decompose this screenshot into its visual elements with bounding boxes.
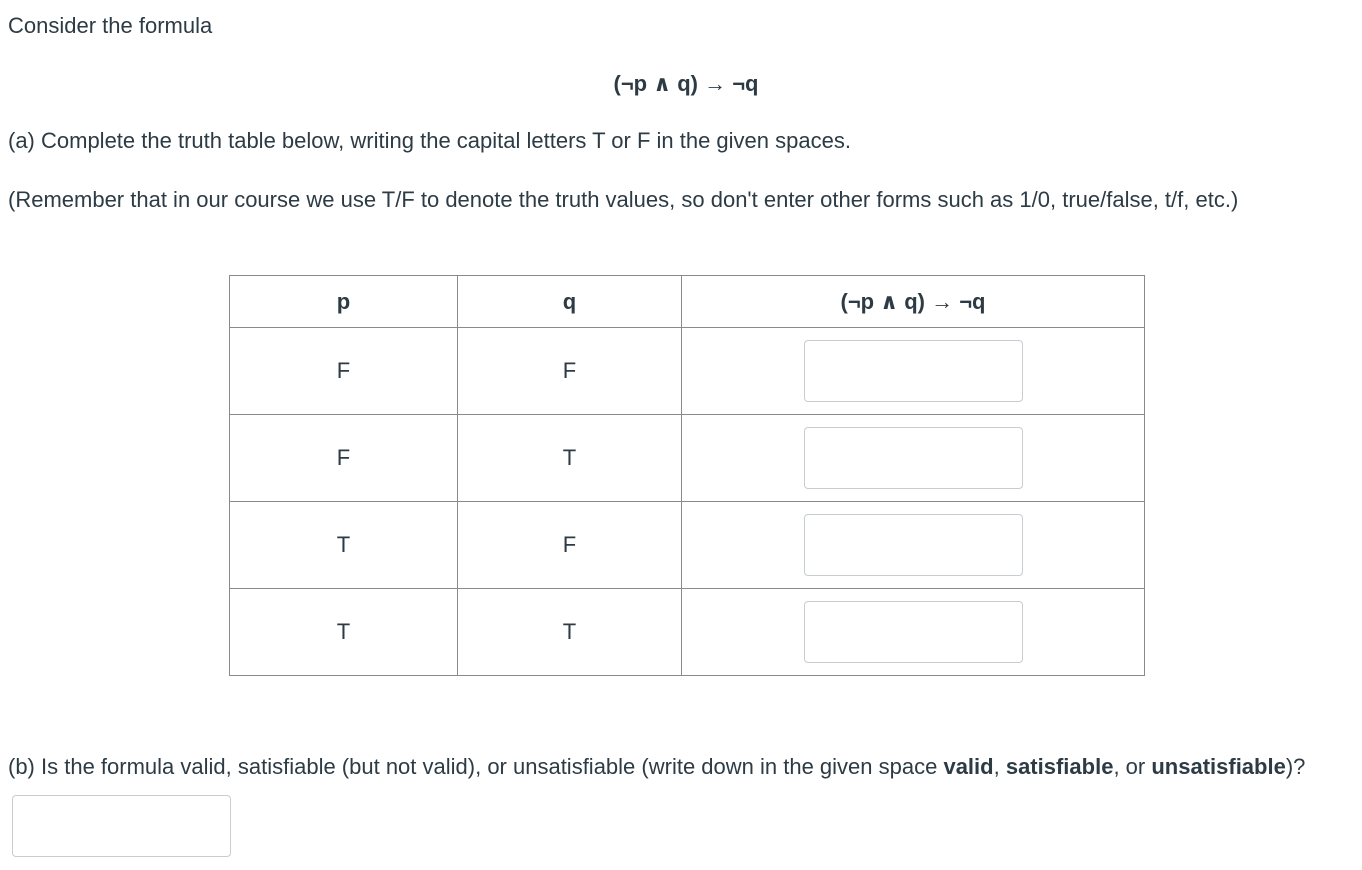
cell-answer bbox=[682, 415, 1145, 502]
cell-answer bbox=[682, 328, 1145, 415]
cell-answer bbox=[682, 589, 1145, 676]
truth-table-header-row bbox=[230, 276, 1145, 328]
part-b-prefix: (b) Is the formula valid, satisfiable (but not valid), or unsatisfiable (write down in the given space bbox=[8, 754, 944, 779]
cell-p: F bbox=[230, 328, 458, 415]
intro-text: Consider the formula bbox=[8, 13, 213, 38]
header-p: p bbox=[230, 276, 458, 328]
answer-input-row-4[interactable] bbox=[804, 601, 1023, 663]
part-b-suffix: )? bbox=[1285, 754, 1306, 779]
cell-q: T bbox=[458, 415, 682, 502]
table-row bbox=[230, 328, 1145, 415]
answer-input-row-1[interactable] bbox=[804, 340, 1023, 402]
remember-note: (Remember that in our course we use T/F to denote the truth values, so don't enter other forms such as 1/0, true/false, t/f, etc.) bbox=[8, 187, 1239, 212]
cell-answer bbox=[682, 502, 1145, 589]
header-q: q bbox=[458, 276, 682, 328]
answer-input-row-3[interactable] bbox=[804, 514, 1023, 576]
cell-p: F bbox=[230, 415, 458, 502]
table-row bbox=[230, 415, 1145, 502]
truth-table bbox=[229, 275, 1145, 676]
part-b-separator: , or bbox=[1113, 754, 1152, 779]
part-b-answer-input[interactable] bbox=[12, 795, 231, 857]
part-b-unsatisfiable-term: unsatisfiable bbox=[1151, 754, 1286, 779]
table-row bbox=[230, 502, 1145, 589]
header-formula: (¬p ∧ q) → ¬q bbox=[682, 276, 1145, 328]
part-b-valid-term: valid bbox=[943, 754, 994, 779]
part-b-separator: , bbox=[993, 754, 1006, 779]
part-a-instructions: (a) Complete the truth table below, writing the capital letters T or F in the given spaces. bbox=[8, 128, 851, 153]
table-row bbox=[230, 589, 1145, 676]
cell-p: T bbox=[230, 589, 458, 676]
part-b-satisfiable-term: satisfiable bbox=[1005, 754, 1114, 779]
formula-display: (¬p ∧ q) → ¬q bbox=[613, 71, 759, 96]
cell-q: F bbox=[458, 328, 682, 415]
answer-input-row-2[interactable] bbox=[804, 427, 1023, 489]
cell-q: T bbox=[458, 589, 682, 676]
cell-q: F bbox=[458, 502, 682, 589]
cell-p: T bbox=[230, 502, 458, 589]
part-b-question bbox=[8, 738, 1348, 857]
